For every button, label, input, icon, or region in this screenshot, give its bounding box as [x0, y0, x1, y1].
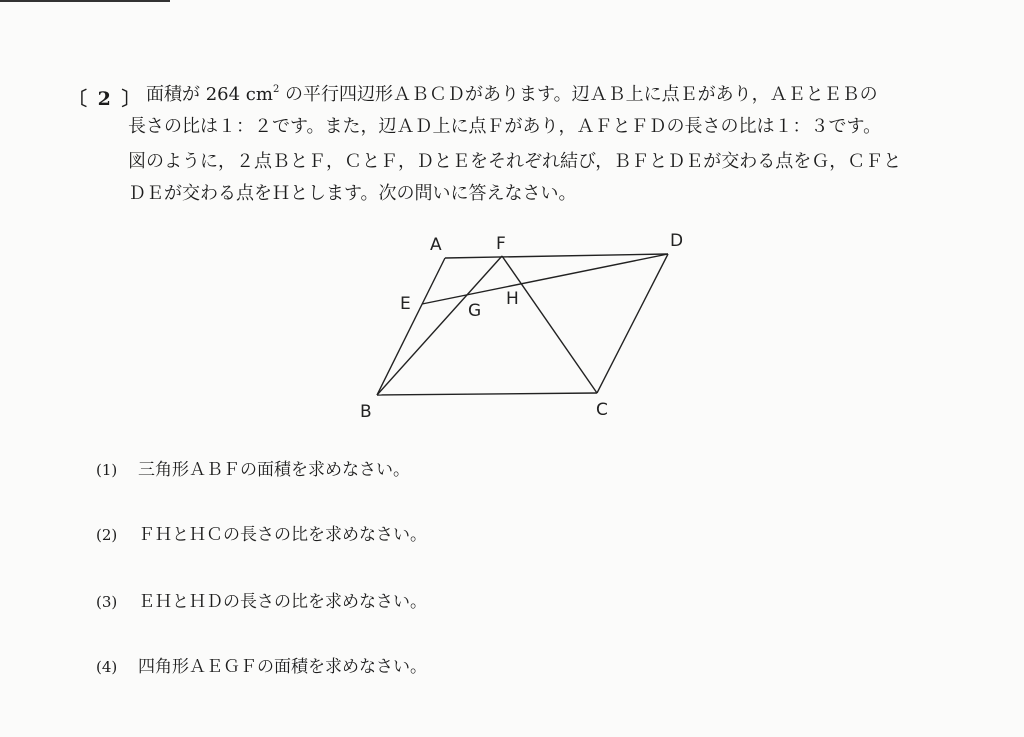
- segment-bf: [377, 256, 502, 395]
- problem-text-line-1: [146, 83, 878, 107]
- question-4: [96, 652, 427, 677]
- top-rule: [0, 0, 170, 2]
- problem-text-line-2: 長さの比は１：２です。また，辺ＡＤ上に点Ｆがあり，ＡＦとＦＤの長さの比は１：３です。: [128, 116, 882, 137]
- side-ad: [445, 254, 668, 258]
- problem-text-line-1-b: の平行四辺形ＡＢＣＤがあります。辺ＡＢ上に点Ｅがあり，ＡＥとＥＢの: [279, 84, 878, 105]
- segment-de: [422, 254, 668, 304]
- label-h: H: [506, 289, 519, 309]
- problem-number: 〔 2 〕: [68, 88, 143, 110]
- question-3-text: ＥＨとＨＤの長さの比を求めなさい。: [138, 592, 427, 612]
- side-ba: [377, 258, 445, 395]
- area-unit-exponent: 2: [272, 84, 280, 95]
- label-d: D: [670, 231, 684, 251]
- question-2: [96, 520, 427, 545]
- label-b: B: [360, 402, 372, 422]
- question-4-number: (4): [96, 658, 118, 676]
- question-1-text: 三角形ＡＢＦの面積を求めなさい。: [138, 460, 410, 480]
- question-2-text: ＦＨとＨＣの長さの比を求めなさい。: [138, 525, 427, 545]
- question-3-number: (3): [96, 593, 118, 611]
- label-a: A: [430, 235, 442, 255]
- question-4-text: 四角形ＡＥＧＦの面積を求めなさい。: [138, 657, 427, 677]
- side-cb: [377, 393, 597, 395]
- question-2-number: (2): [96, 526, 118, 544]
- label-f: F: [496, 234, 506, 254]
- question-1: [96, 455, 410, 480]
- label-e: E: [400, 294, 411, 314]
- side-dc: [597, 254, 668, 393]
- label-g: G: [468, 301, 482, 321]
- problem-text-line-4: ＤＥが交わる点をＨとします。次の問いに答えなさい。: [128, 183, 577, 204]
- question-1-number: (1): [96, 461, 118, 479]
- label-c: C: [596, 400, 608, 420]
- problem-text-line-3: 図のように，２点ＢとＦ，ＣとＦ，ＤとＥをそれぞれ結び，ＢＦとＤＥが交わる点をＧ，ＣＦと: [128, 151, 902, 172]
- question-3: [96, 587, 427, 612]
- parallelogram-figure: [350, 225, 710, 425]
- segment-cf: [502, 256, 597, 393]
- problem-text-line-1-a: 面積が 264 cm: [146, 84, 273, 105]
